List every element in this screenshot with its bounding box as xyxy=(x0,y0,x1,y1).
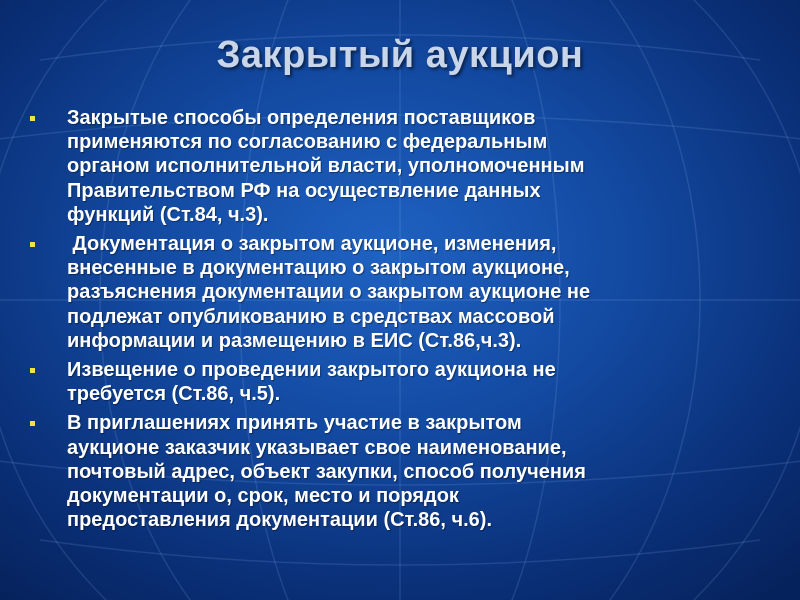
bullet-marker-icon xyxy=(30,116,35,121)
bullet-line: документации о, срок, место и порядок xyxy=(67,485,459,508)
bullet-item xyxy=(30,358,780,406)
bullet-line: аукционе заказчик указывает свое наименование, xyxy=(67,436,567,459)
bullet-line: Закрытые способы определения поставщиков xyxy=(67,107,536,129)
bullet-line: Правительством РФ на осуществление данных xyxy=(67,179,541,202)
slide-title: Закрытый аукцион xyxy=(216,34,584,76)
bullet-item xyxy=(30,106,780,227)
bullet-line: применяются по согласованию с федеральным xyxy=(67,131,548,154)
bullet-line: внесенные в документацию о закрытом аукционе, xyxy=(67,257,570,280)
bullet-line: требуется (Ст.86, ч.5). xyxy=(67,383,281,406)
bullet-line: предоставления документации (Ст.86, ч.6). xyxy=(67,509,493,532)
bullet-line: разъяснения документации о закрытом аукционе не xyxy=(67,281,591,304)
bullet-marker-icon xyxy=(30,368,35,373)
bullet-marker-icon xyxy=(30,242,35,247)
bullet-line: Извещение о проведении закрытого аукциона не xyxy=(67,359,556,382)
bullet-item xyxy=(30,232,780,353)
bullet-line: функций (Ст.84, ч.3). xyxy=(67,203,269,226)
bullet-line: почтовый адрес, объект закупки, способ получения xyxy=(67,460,586,483)
bullet-line: информации и размещению в ЕИС (Ст.86,ч.3). xyxy=(67,329,522,352)
bullet-item xyxy=(30,411,780,532)
bullet-list xyxy=(30,106,780,537)
bullet-line: В приглашениях принять участие в закрытом xyxy=(67,412,522,435)
bullet-marker-icon xyxy=(30,421,35,426)
bullet-line: подлежат опубликованию в средствах массовой xyxy=(67,305,555,328)
bullet-line: Документация о закрытом аукционе, изменения, xyxy=(67,233,557,256)
bullet-line: органом исполнительной власти, уполномоченным xyxy=(67,155,585,178)
